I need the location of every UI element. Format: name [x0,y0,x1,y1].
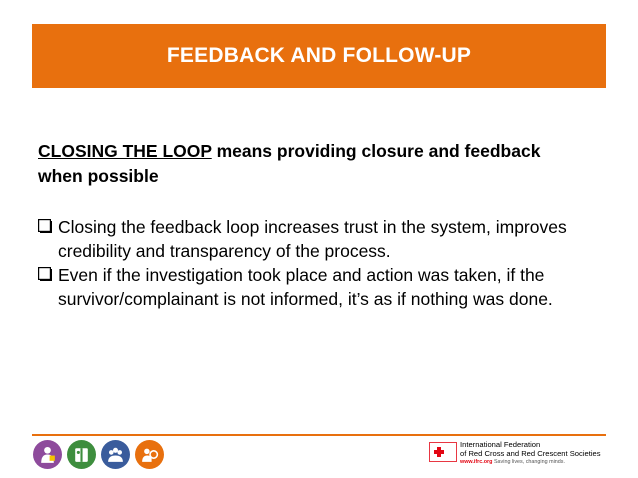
person-icon [33,440,62,469]
header-bar [32,24,606,88]
bullet-list [38,215,578,311]
ifrc-logo [429,440,601,466]
checkbox-bullet-icon [38,219,53,234]
bullet-item [38,263,578,311]
ifrc-text [460,440,601,466]
org-name-line2: of Red Cross and Red Crescent Societies [460,449,601,458]
lead-emphasis: CLOSING THE LOOP [38,141,212,161]
bullet-text: Closing the feedback loop increases trust in the system, improves credibility and transparency of the process. [58,217,567,261]
bullet-text: Even if the investigation took place and action was taken, if the survivor/complainant is not informed, it’s as if nothing was done. [58,265,553,309]
red-cross-crescent-emblem-icon [429,442,457,462]
checkbox-bullet-icon [38,267,53,282]
org-tagline [460,458,601,466]
slide-title: FEEDBACK AND FOLLOW-UP [166,44,472,67]
lead-rest: means providing closure and feedback when possible [38,141,541,186]
footer-divider [32,434,606,436]
slide-content [38,139,578,311]
org-url[interactable]: www.ifrc.org [460,459,493,465]
bullet-item [38,215,578,263]
group-icon [101,440,130,469]
org-slogan: Saving lives, changing minds. [493,459,565,465]
book-icon [67,440,96,469]
footer-icons [33,440,164,469]
support-icon [135,440,164,469]
lead-statement [38,139,578,189]
org-name-line1: International Federation [460,440,541,449]
